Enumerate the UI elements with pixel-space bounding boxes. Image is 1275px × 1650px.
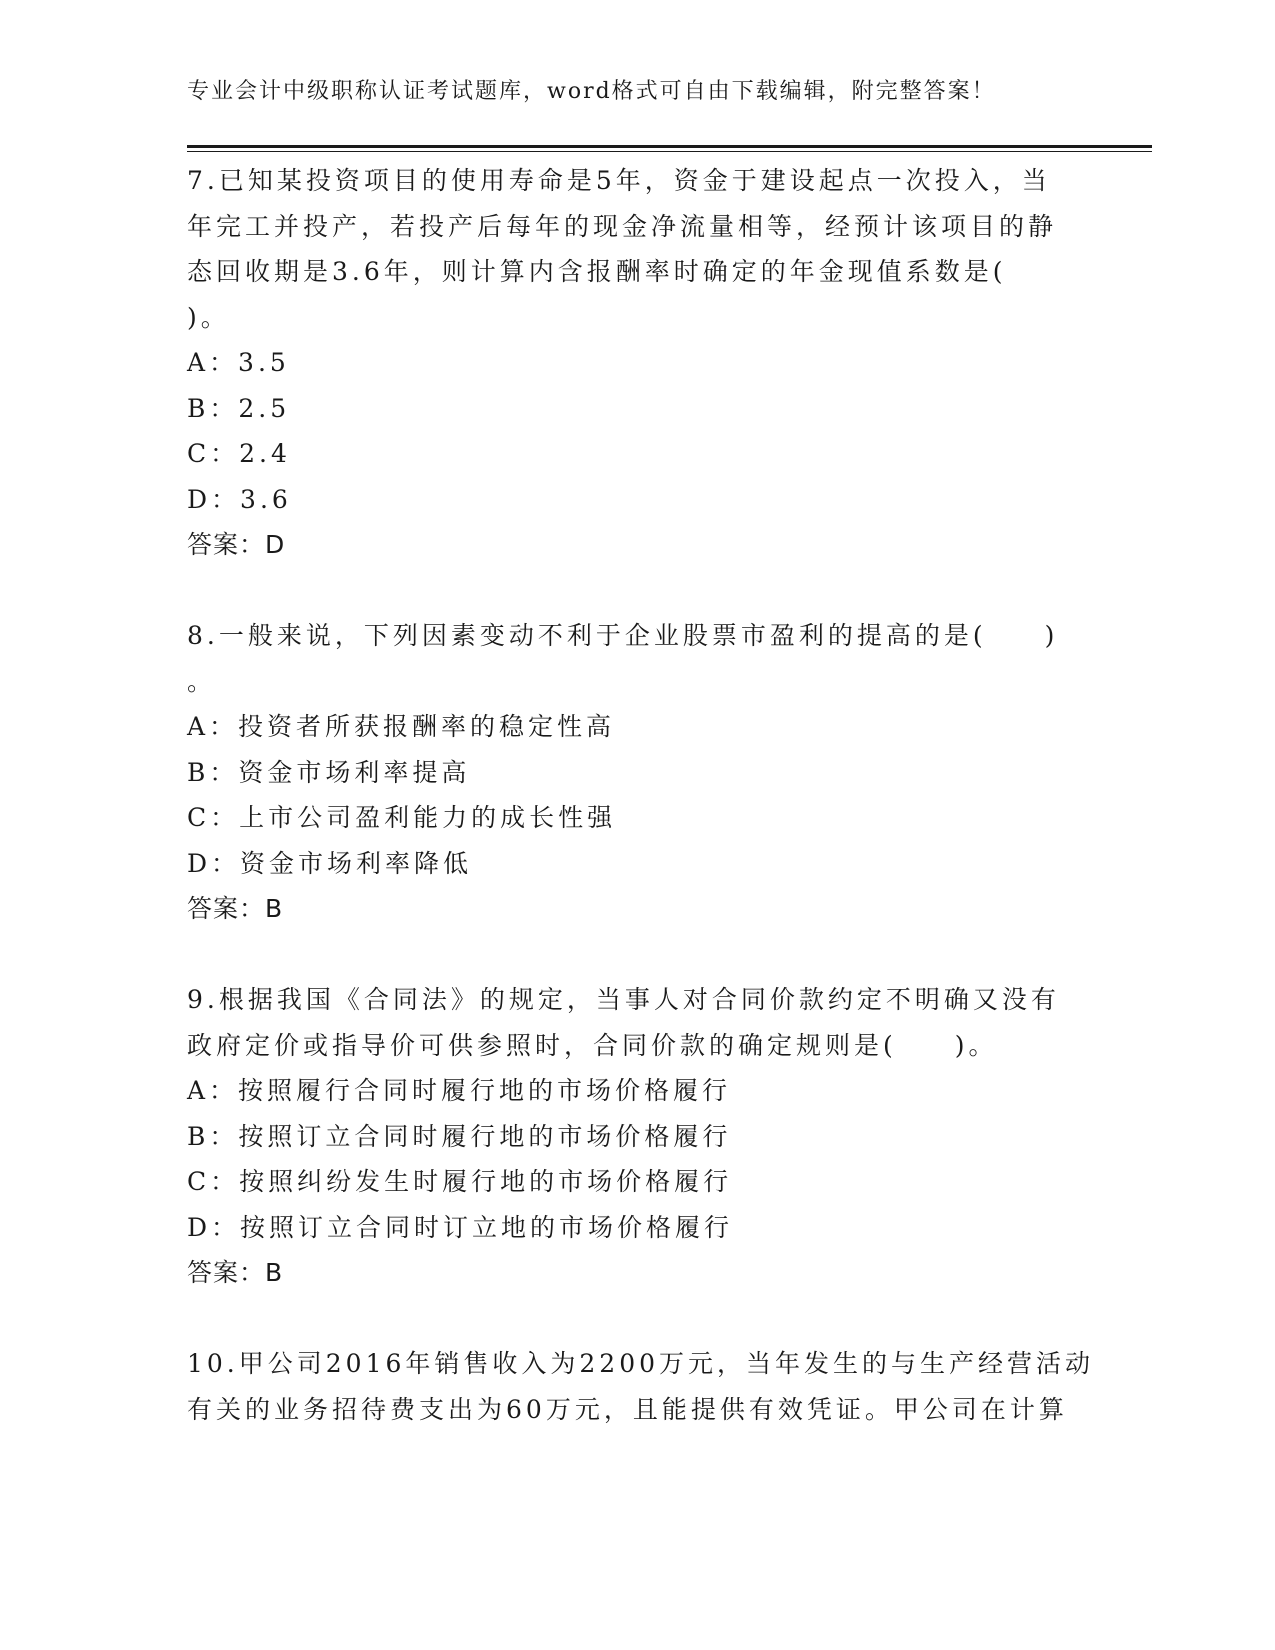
spacer bbox=[187, 568, 1087, 614]
question-text-line: 态回收期是3.6年，则计算内含报酬率时确定的年金现值系数是( bbox=[187, 257, 1007, 286]
answer-line: 答案：D bbox=[187, 530, 286, 559]
header-divider-thin bbox=[187, 151, 1152, 152]
question-text-line: 9.根据我国《合同法》的规定，当事人对合同价款约定不明确又没有 bbox=[187, 985, 1060, 1014]
question-text-line: 10.甲公司2016年销售收入为2200万元，当年发生的与生产经营活动 bbox=[187, 1349, 1095, 1378]
header-divider-thick bbox=[187, 145, 1152, 148]
question-text-line: 年完工并投产，若投产后每年的现金净流量相等，经预计该项目的静 bbox=[187, 211, 1058, 241]
question-text-line: 有关的业务招待费支出为60万元，且能提供有效凭证。甲公司在计算 bbox=[187, 1394, 1068, 1424]
option-a: A：按照履行合同时履行地的市场价格履行 bbox=[187, 1076, 732, 1105]
question-text-line: 8.一般来说，下列因素变动不利于企业股票市盈利的提高的是( ) bbox=[187, 621, 1059, 650]
spacer bbox=[187, 932, 1087, 978]
option-b: B：资金市场利率提高 bbox=[187, 757, 471, 787]
option-d: D：按照订立合同时订立地的市场价格履行 bbox=[187, 1212, 734, 1242]
option-b: B：2.5 bbox=[187, 393, 291, 423]
option-b: B：按照订立合同时履行地的市场价格履行 bbox=[187, 1121, 732, 1151]
option-a: A：投资者所获报酬率的稳定性高 bbox=[187, 712, 616, 741]
question-8 bbox=[187, 613, 1087, 932]
option-d: D：资金市场利率降低 bbox=[187, 848, 473, 878]
question-text-line: 。 bbox=[187, 666, 217, 696]
option-a: A：3.5 bbox=[187, 348, 290, 377]
option-d: D：3.6 bbox=[187, 484, 292, 514]
question-text-line: 政府定价或指导价可供参照时，合同价款的确定规则是( )。 bbox=[187, 1030, 998, 1060]
option-c: C：2.4 bbox=[187, 439, 291, 468]
question-text-line: 7.已知某投资项目的使用寿命是5年，资金于建设起点一次投入，当 bbox=[187, 166, 1051, 195]
answer-line: 答案：B bbox=[187, 1258, 284, 1287]
question-7 bbox=[187, 158, 1087, 568]
question-text-line: )。 bbox=[187, 302, 230, 332]
question-10 bbox=[187, 1341, 1095, 1432]
option-c: C：按照纠纷发生时履行地的市场价格履行 bbox=[187, 1167, 733, 1196]
spacer bbox=[187, 1296, 1087, 1342]
document-body bbox=[187, 158, 1095, 1432]
question-9 bbox=[187, 977, 1087, 1296]
page-header: 专业会计中级职称认证考试题库，word格式可自由下载编辑，附完整答案！ bbox=[187, 79, 996, 104]
option-c: C：上市公司盈利能力的成长性强 bbox=[187, 803, 617, 832]
answer-line: 答案：B bbox=[187, 894, 284, 923]
